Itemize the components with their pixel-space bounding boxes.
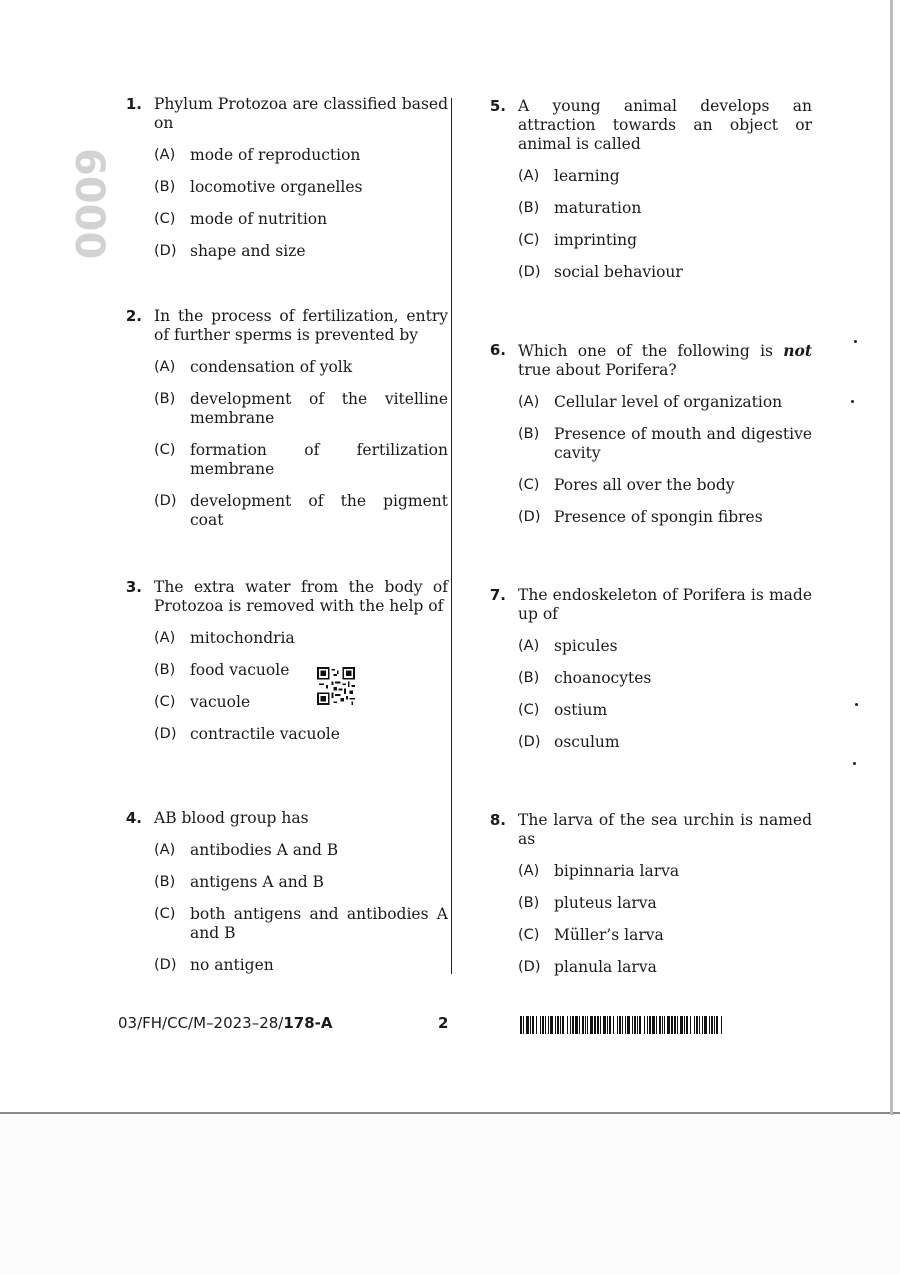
scan-speck bbox=[855, 703, 858, 706]
column-divider bbox=[451, 98, 452, 974]
page-number: 2 bbox=[438, 1014, 449, 1032]
scan-speck bbox=[854, 340, 857, 343]
option-text: development of the vitelline membrane bbox=[190, 390, 448, 427]
option-d[interactable] bbox=[154, 956, 448, 975]
question-number: 3. bbox=[125, 578, 142, 596]
question-number: 4. bbox=[125, 809, 142, 827]
option-a[interactable] bbox=[518, 393, 812, 412]
option-label: (A) bbox=[154, 359, 176, 375]
option-label: (B) bbox=[154, 662, 176, 678]
option-text: contractile vacuole bbox=[190, 725, 340, 743]
exam-code bbox=[118, 1014, 333, 1032]
option-text: vacuole bbox=[190, 693, 251, 711]
option-d[interactable] bbox=[518, 958, 812, 977]
option-label: (D) bbox=[154, 957, 177, 973]
option-text: both antigens and antibodies A and B bbox=[190, 905, 448, 942]
option-a[interactable] bbox=[154, 841, 448, 860]
question-number: 8. bbox=[489, 811, 506, 829]
show-through-ghost-text: 6000 bbox=[66, 148, 112, 260]
option-label: (C) bbox=[154, 906, 176, 922]
option-text: food vacuole bbox=[190, 661, 290, 679]
question-7 bbox=[482, 586, 812, 752]
option-text: no antigen bbox=[190, 956, 274, 974]
option-text: planula larva bbox=[554, 958, 657, 976]
barcode-icon bbox=[520, 1016, 722, 1034]
option-a[interactable] bbox=[518, 637, 812, 656]
question-4 bbox=[118, 809, 448, 975]
exam-code-prefix: 03/FH/CC/M–2023–28/ bbox=[118, 1014, 284, 1032]
question-number: 6. bbox=[489, 341, 506, 359]
option-text: Presence of mouth and digestive cavity bbox=[554, 425, 812, 462]
option-text: Pores all over the body bbox=[554, 476, 735, 494]
option-text: choanocytes bbox=[554, 669, 652, 687]
option-label: (B) bbox=[518, 895, 540, 911]
option-b[interactable] bbox=[154, 390, 448, 428]
option-c[interactable] bbox=[154, 210, 448, 229]
option-c[interactable] bbox=[154, 693, 448, 712]
question-number: 7. bbox=[489, 586, 506, 604]
page-bottom-margin bbox=[0, 1112, 900, 1274]
option-d[interactable] bbox=[518, 508, 812, 527]
option-d[interactable] bbox=[154, 242, 448, 261]
question-text-emphasis: not bbox=[783, 341, 812, 360]
option-text: locomotive organelles bbox=[190, 178, 363, 196]
option-a[interactable] bbox=[154, 629, 448, 648]
option-text: shape and size bbox=[190, 242, 306, 260]
option-a[interactable] bbox=[518, 167, 812, 186]
question-1 bbox=[118, 95, 448, 261]
option-text: formation of fertilization membrane bbox=[190, 441, 448, 478]
scan-edge bbox=[890, 0, 893, 1115]
option-label: (C) bbox=[518, 702, 540, 718]
option-text: osculum bbox=[554, 733, 620, 751]
option-d[interactable] bbox=[518, 263, 812, 282]
option-d[interactable] bbox=[154, 725, 448, 744]
option-b[interactable] bbox=[154, 873, 448, 892]
option-text: pluteus larva bbox=[554, 894, 657, 912]
option-text: development of the pigment coat bbox=[190, 492, 448, 529]
question-text: The larva of the sea urchin is named as bbox=[518, 811, 812, 848]
question-text: A young animal develops an attraction towards an object or animal is called bbox=[518, 97, 812, 153]
option-label: (D) bbox=[154, 493, 177, 509]
option-label: (C) bbox=[154, 211, 176, 227]
option-b[interactable] bbox=[518, 199, 812, 218]
option-label: (B) bbox=[154, 874, 176, 890]
option-label: (B) bbox=[518, 200, 540, 216]
question-8 bbox=[482, 811, 812, 977]
option-c[interactable] bbox=[518, 926, 812, 945]
scan-speck bbox=[853, 762, 856, 765]
option-label: (C) bbox=[518, 477, 540, 493]
option-c[interactable] bbox=[518, 701, 812, 720]
option-text: Müller’s larva bbox=[554, 926, 664, 944]
option-text: mode of nutrition bbox=[190, 210, 328, 228]
option-c[interactable] bbox=[518, 476, 812, 495]
option-b[interactable] bbox=[154, 661, 448, 680]
option-text: Presence of spongin fibres bbox=[554, 508, 763, 526]
question-number: 5. bbox=[489, 97, 506, 115]
option-label: (C) bbox=[154, 442, 176, 458]
option-label: (A) bbox=[518, 394, 540, 410]
question-2 bbox=[118, 307, 448, 530]
option-a[interactable] bbox=[154, 146, 448, 165]
option-label: (B) bbox=[518, 426, 540, 442]
option-b[interactable] bbox=[518, 894, 812, 913]
question-text: The endoskeleton of Porifera is made up of bbox=[518, 586, 812, 623]
option-label: (C) bbox=[518, 927, 540, 943]
option-text: social behaviour bbox=[554, 263, 683, 281]
option-text: spicules bbox=[554, 637, 618, 655]
option-label: (D) bbox=[518, 734, 541, 750]
option-text: Cellular level of organization bbox=[554, 393, 783, 411]
question-number: 1. bbox=[125, 95, 142, 113]
option-label: (D) bbox=[154, 726, 177, 742]
option-text: imprinting bbox=[554, 231, 638, 249]
question-6 bbox=[482, 341, 812, 527]
option-label: (A) bbox=[518, 638, 540, 654]
question-text: Phylum Protozoa are classified based on bbox=[154, 95, 448, 132]
exam-code-suffix: 178-A bbox=[283, 1014, 333, 1032]
option-a[interactable] bbox=[518, 862, 812, 881]
question-text: The extra water from the body of Protozoa is removed with the help of bbox=[154, 578, 448, 615]
option-label: (C) bbox=[154, 694, 176, 710]
option-text: ostium bbox=[554, 701, 608, 719]
option-b[interactable] bbox=[518, 669, 812, 688]
option-label: (D) bbox=[154, 243, 177, 259]
option-label: (D) bbox=[518, 264, 541, 280]
question-text: AB blood group has bbox=[154, 809, 309, 827]
question-number: 2. bbox=[125, 307, 142, 325]
option-label: (B) bbox=[154, 179, 176, 195]
option-label: (B) bbox=[518, 670, 540, 686]
option-c[interactable] bbox=[154, 905, 448, 943]
option-text: bipinnaria larva bbox=[554, 862, 680, 880]
option-label: (A) bbox=[518, 168, 540, 184]
option-text: maturation bbox=[554, 199, 642, 217]
question-text bbox=[518, 341, 812, 380]
question-5 bbox=[482, 97, 812, 282]
option-text: mitochondria bbox=[190, 629, 295, 647]
qr-code-icon bbox=[317, 667, 355, 705]
option-text: learning bbox=[554, 167, 620, 185]
scan-speck bbox=[851, 400, 854, 403]
option-text: antigens A and B bbox=[190, 873, 324, 891]
option-label: (C) bbox=[518, 232, 540, 248]
question-text: In the process of fertilization, entry of further sperms is prevented by bbox=[154, 307, 448, 344]
option-text: mode of reproduction bbox=[190, 146, 361, 164]
option-b[interactable] bbox=[154, 178, 448, 197]
question-text-before: Which one of the following is bbox=[518, 342, 784, 360]
question-3 bbox=[118, 578, 448, 744]
option-label: (A) bbox=[154, 630, 176, 646]
option-d[interactable] bbox=[518, 733, 812, 752]
option-label: (A) bbox=[154, 147, 176, 163]
option-a[interactable] bbox=[154, 358, 448, 377]
option-c[interactable] bbox=[518, 231, 812, 250]
option-label: (A) bbox=[154, 842, 176, 858]
option-d[interactable] bbox=[154, 492, 448, 530]
option-label: (D) bbox=[518, 959, 541, 975]
option-c[interactable] bbox=[154, 441, 448, 479]
option-label: (A) bbox=[518, 863, 540, 879]
option-label: (D) bbox=[518, 509, 541, 525]
question-text-after: true about Porifera? bbox=[518, 361, 677, 379]
option-label: (B) bbox=[154, 391, 176, 407]
option-text: antibodies A and B bbox=[190, 841, 339, 859]
option-text: condensation of yolk bbox=[190, 358, 353, 376]
option-b[interactable] bbox=[518, 425, 812, 463]
